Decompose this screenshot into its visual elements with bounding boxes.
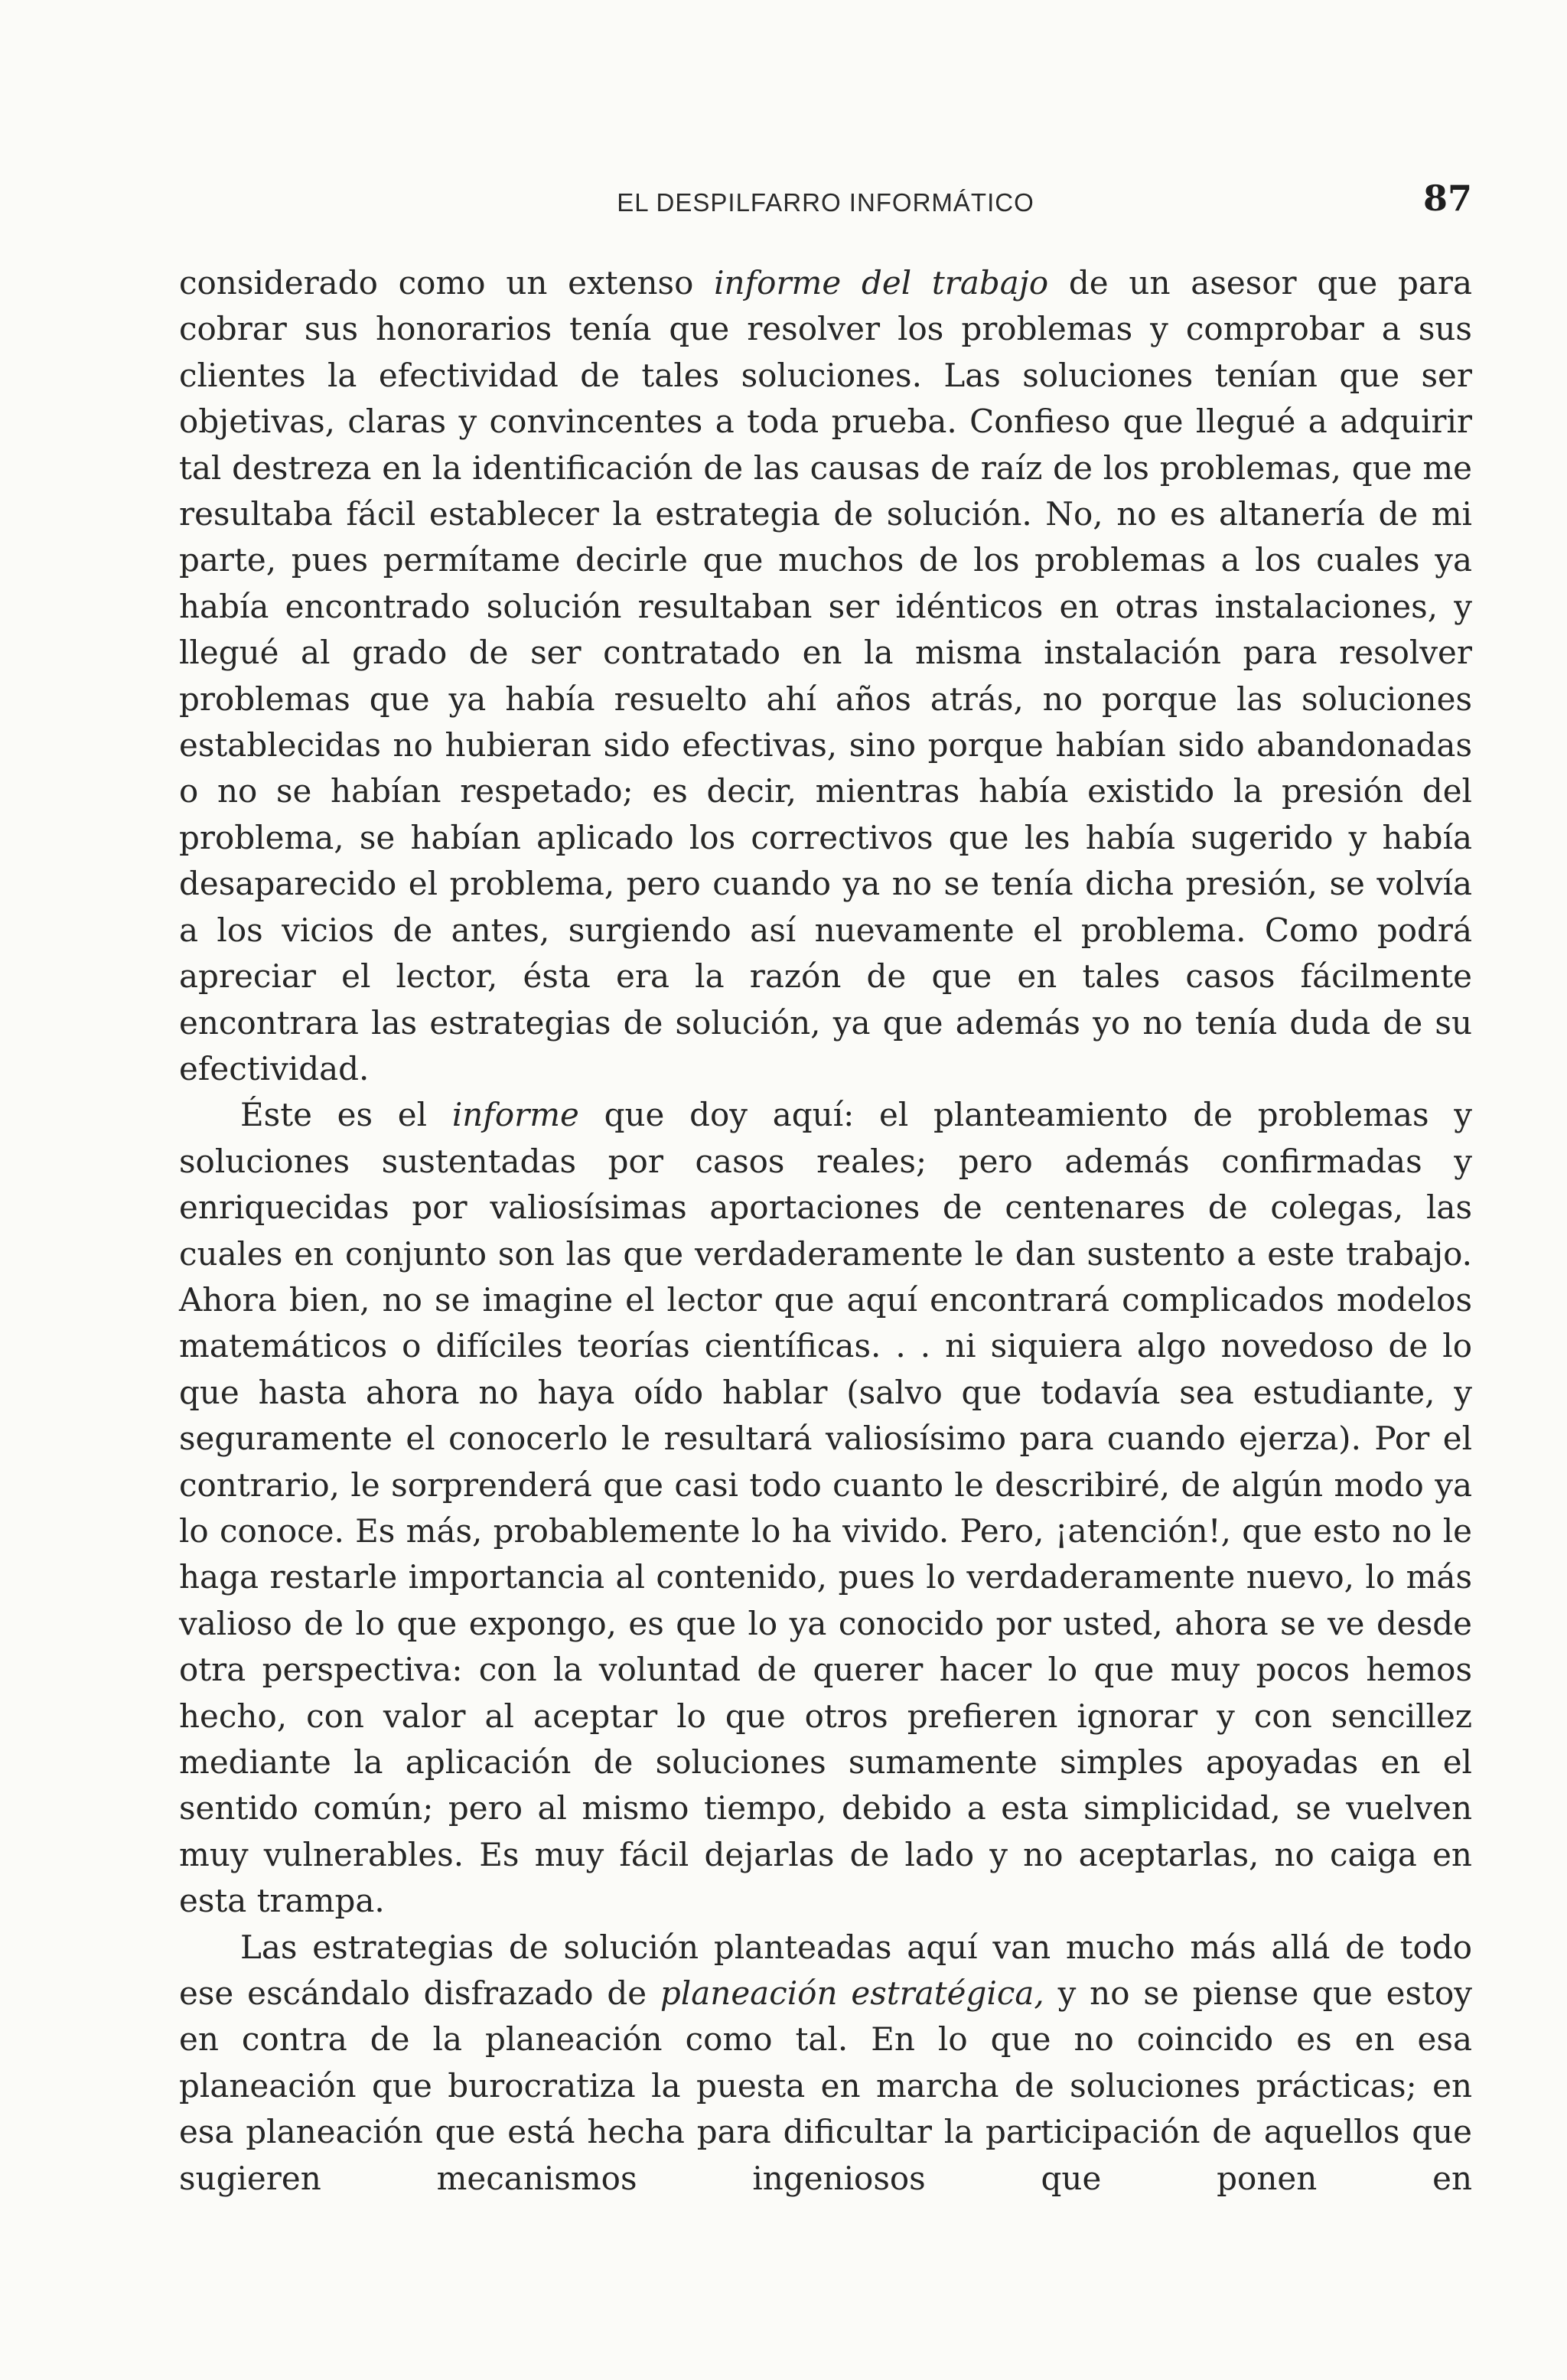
page-number: 87	[1422, 178, 1472, 219]
running-title: EL DESPILFARRO INFORMÁTICO	[617, 188, 1034, 217]
paragraph-3	[179, 1925, 1472, 2202]
paragraph-2	[179, 1092, 1472, 1924]
text-segment: que doy aquí: el planteamiento de problemas y soluciones sustentadas por casos reales; pero además confirmadas y enriquecidas por valiosísimas aportaciones de centenares de colegas, las cuales en conjunto son las que verdaderamente le dan sustento a este trabajo. Ahora bien, no se imagine el lector que aquí encontrará complicados modelos matemáticos o difíciles teorías científicas. . . ni siquiera algo novedoso de lo que hasta ahora no haya oído hablar (salvo que todavía sea estudiante, y seguramente el conocerlo le resultará valiosísimo para cuando ejerza). Por el contrario, le sorprenderá que casi todo cuanto le describiré, de algún modo ya lo conoce. Es más, probablemente lo ha vivido. Pero, ¡atención!, que esto no le haga restarle importancia al contenido, pues lo verdaderamente nuevo, lo más valioso de lo que expongo, es que lo ya conocido por usted, ahora se ve desde otra perspectiva: con la voluntad de querer hacer lo que muy pocos hemos hecho, con valor al aceptar lo que otros prefieren ignorar y con sencillez mediante la aplicación de soluciones sumamente simples apoyadas en el sentido común; pero al mismo tiempo, debido a esta simplicidad, se vuelven muy vulnerables. Es muy fácil dejarlas de lado y no aceptarlas, no caiga en esta trampa.	[179, 1096, 1472, 1920]
text-segment: de un asesor que para cobrar sus honorarios tenía que resolver los problemas y comprobar a sus clientes la efectividad de tales soluciones. Las soluciones tenían que ser objetivas, claras y convincentes a toda prueba. Confieso que llegué a adquirir tal destreza en la identificación de las causas de raíz de los problemas, que me resultaba fácil establecer la estrategia de solución. No, no es altanería de mi parte, pues permítame decirle que muchos de los problemas a los cuales ya había encontrado solución resultaban ser idénticos en otras instalaciones, y llegué al grado de ser contratado en la misma instalación para resolver problemas que ya había resuelto ahí años atrás, no porque las soluciones establecidas no hubieran sido efectivas, sino porque habían sido abandonadas o no se habían respetado; es decir, mientras había existido la presión del problema, se habían aplicado los correctivos que les había sugerido y había desaparecido el problema, pero cuando ya no se tenía dicha presión, se volvía a los vicios de antes, surgiendo así nuevamente el problema. Como podrá apreciar el lector, ésta era la razón de que en tales casos fácilmente encontrara las estrategias de solución, ya que además yo no tenía duda de su efectividad.	[179, 264, 1473, 1087]
italic-segment: informe	[451, 1096, 579, 1134]
paragraph-1	[179, 260, 1472, 1092]
body-text	[179, 260, 1472, 2202]
text-segment: considerado como un extenso	[179, 264, 715, 302]
running-head	[179, 178, 1472, 231]
italic-segment: informe del trabajo	[714, 264, 1049, 302]
text-segment: y no se piense que estoy en contra de la planeación como tal. En lo que no coincido es en esa planeación que burocratiza la puesta en marcha de soluciones prácticas; en esa planeación que está hecha para dificultar la participación de aquellos que sugieren mecanismos ingeniosos que ponen en	[179, 1974, 1472, 2197]
italic-segment: planeación estratégica,	[660, 1974, 1044, 2013]
text-segment: Éste es el	[240, 1096, 452, 1134]
text-segment: Las estrategias de solución planteadas aquí van mucho más allá de todo ese escándalo disfrazado de	[179, 1928, 1472, 2013]
